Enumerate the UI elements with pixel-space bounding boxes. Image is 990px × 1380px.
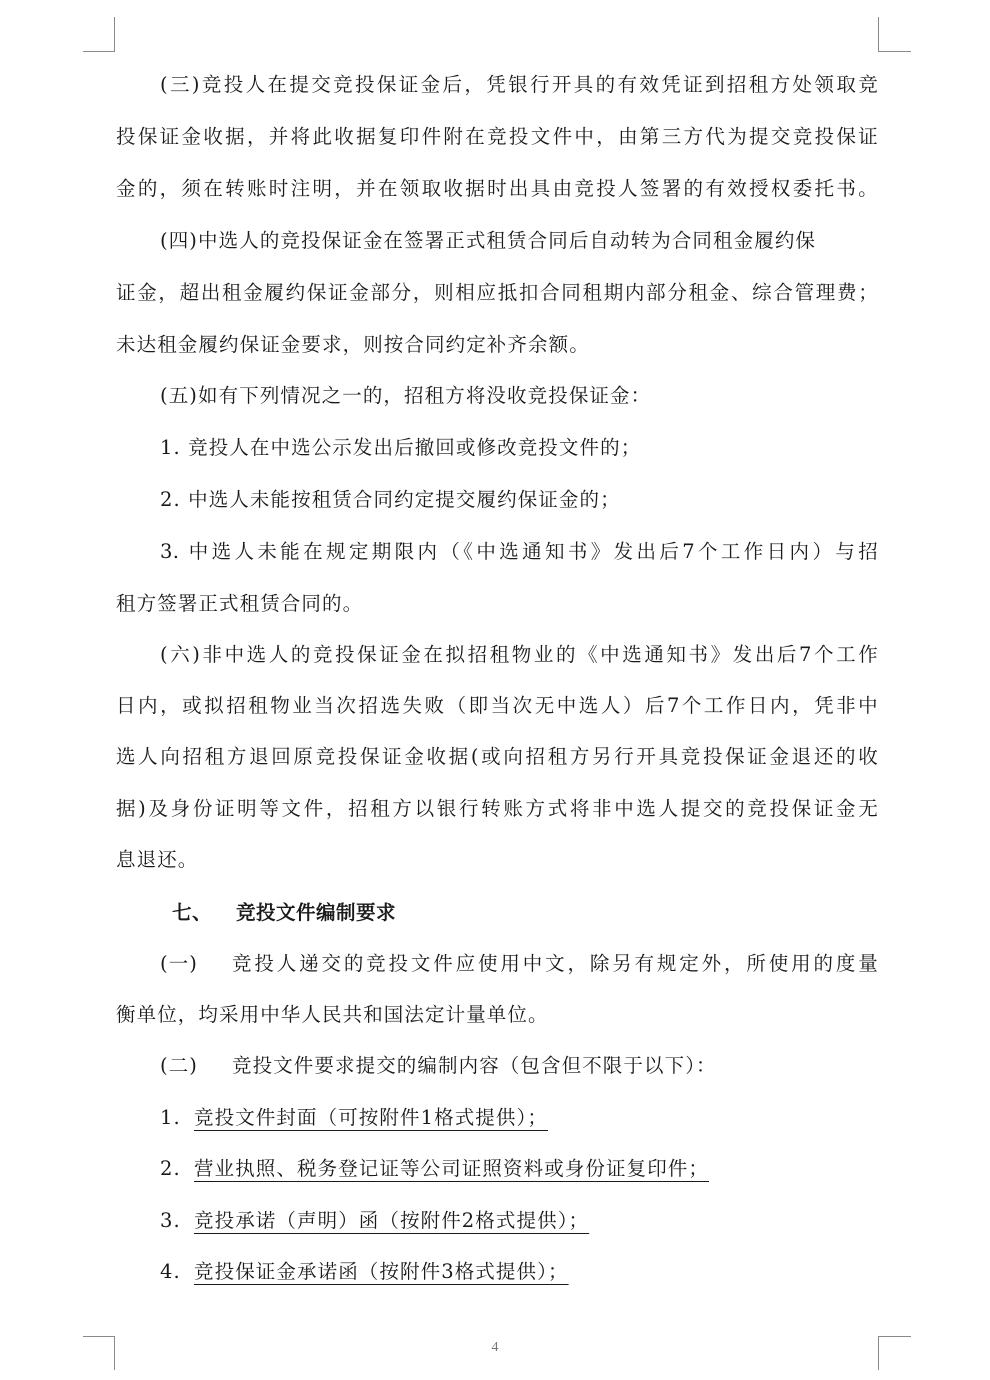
paragraph-6-line-1: (六)非中选人的竞投保证金在拟招租物业的《中选通知书》发出后7个工作 — [160, 643, 878, 666]
paragraph-3-line-2: 投保证金收据，并将此收据复印件附在竞投文件中，由第三方代为提交竞投保证 — [116, 125, 878, 148]
section-7-item-1-text: 竞投人递交的竞投文件应使用中文，除另有规定外，所使用的度量 — [232, 952, 878, 975]
section-7-item-1-label: (一) — [160, 952, 199, 975]
document-list-item-4 — [160, 1258, 878, 1286]
paragraph-6-line-2: 日内，或拟招租物业当次招选失败（即当次无中选人）后7个工作日内，凭非中 — [116, 694, 878, 717]
section-7-number: 七、 — [172, 901, 213, 924]
document-list-item-2 — [160, 1155, 878, 1183]
paragraph-4-line-3: 未达租金履约保证金要求，则按合同约定补齐余额。 — [116, 333, 590, 356]
section-7-item-2-text: 竞投文件要求提交的编制内容（包含但不限于以下）： — [232, 1054, 717, 1077]
section-7-item-1-line-1 — [160, 950, 878, 978]
paragraph-4-line-2: 证金，超出租金履约保证金部分，则相应抵扣合同租期内部分租金、综合管理费； — [116, 281, 878, 304]
list-item-text: 竞投文件封面（可按附件1格式提供）； — [194, 1106, 548, 1129]
paragraph-3-line-1: (三)竞投人在提交竞投保证金后，凭银行开具的有效凭证到招租方处领取竞 — [160, 73, 878, 96]
paragraph-3-line-3: 金的，须在转账时注明，并在领取收据时出具由竞投人签署的有效授权委托书。 — [116, 177, 878, 200]
paragraph-6-line-3: 选人向招租方退回原竞投保证金收据(或向招租方另行开具竞投保证金退还的收 — [116, 745, 878, 768]
section-7-title: 竞投文件编制要求 — [236, 901, 397, 924]
paragraph-4-line-1: (四)中选人的竞投保证金在签署正式租赁合同后自动转为合同租金履约保 — [160, 229, 817, 252]
section-7-item-2-label: (二) — [160, 1054, 199, 1077]
forfeit-item-1: 1. 竞投人在中选公示发出后撤回或修改竞投文件的； — [160, 436, 642, 459]
paragraph-6-line-5: 息退还。 — [116, 848, 199, 871]
list-item-text: 竞投承诺（声明）函（按附件2格式提供）； — [194, 1209, 590, 1232]
section-7-item-1-line-2: 衡单位，均采用中华人民共和国法定计量单位。 — [116, 1003, 549, 1026]
paragraph-6-line-4: 据)及身份证明等文件，招租方以银行转账方式将非中选人提交的竞投保证金无 — [116, 797, 878, 820]
forfeit-item-3-line-1: 3. 中选人未能在规定期限内（《中选通知书》发出后7个工作日内）与招 — [160, 540, 878, 563]
crop-mark-top-left — [83, 17, 115, 52]
paragraph-5: (五)如有下列情况之一的，招租方将没收竞投保证金： — [160, 384, 652, 407]
list-item-number: 2. — [160, 1157, 181, 1180]
crop-mark-top-right — [878, 17, 911, 52]
list-item-number: 1. — [160, 1106, 181, 1129]
list-item-number: 3. — [160, 1209, 181, 1232]
section-7-heading — [172, 899, 772, 927]
forfeit-item-3-line-2: 租方签署正式租赁合同的。 — [116, 592, 364, 615]
list-item-text: 竞投保证金承诺函（按附件3格式提供）； — [194, 1260, 569, 1283]
document-list-item-3 — [160, 1207, 878, 1235]
document-list-item-1 — [160, 1104, 878, 1132]
list-item-number: 4. — [160, 1260, 181, 1283]
section-7-item-2 — [160, 1052, 878, 1080]
page-number: 4 — [491, 1340, 499, 1355]
list-item-text: 营业执照、税务登记证等公司证照资料或身份证复印件； — [194, 1157, 710, 1180]
forfeit-item-2: 2. 中选人未能按租赁合同约定提交履约保证金的； — [160, 488, 621, 511]
